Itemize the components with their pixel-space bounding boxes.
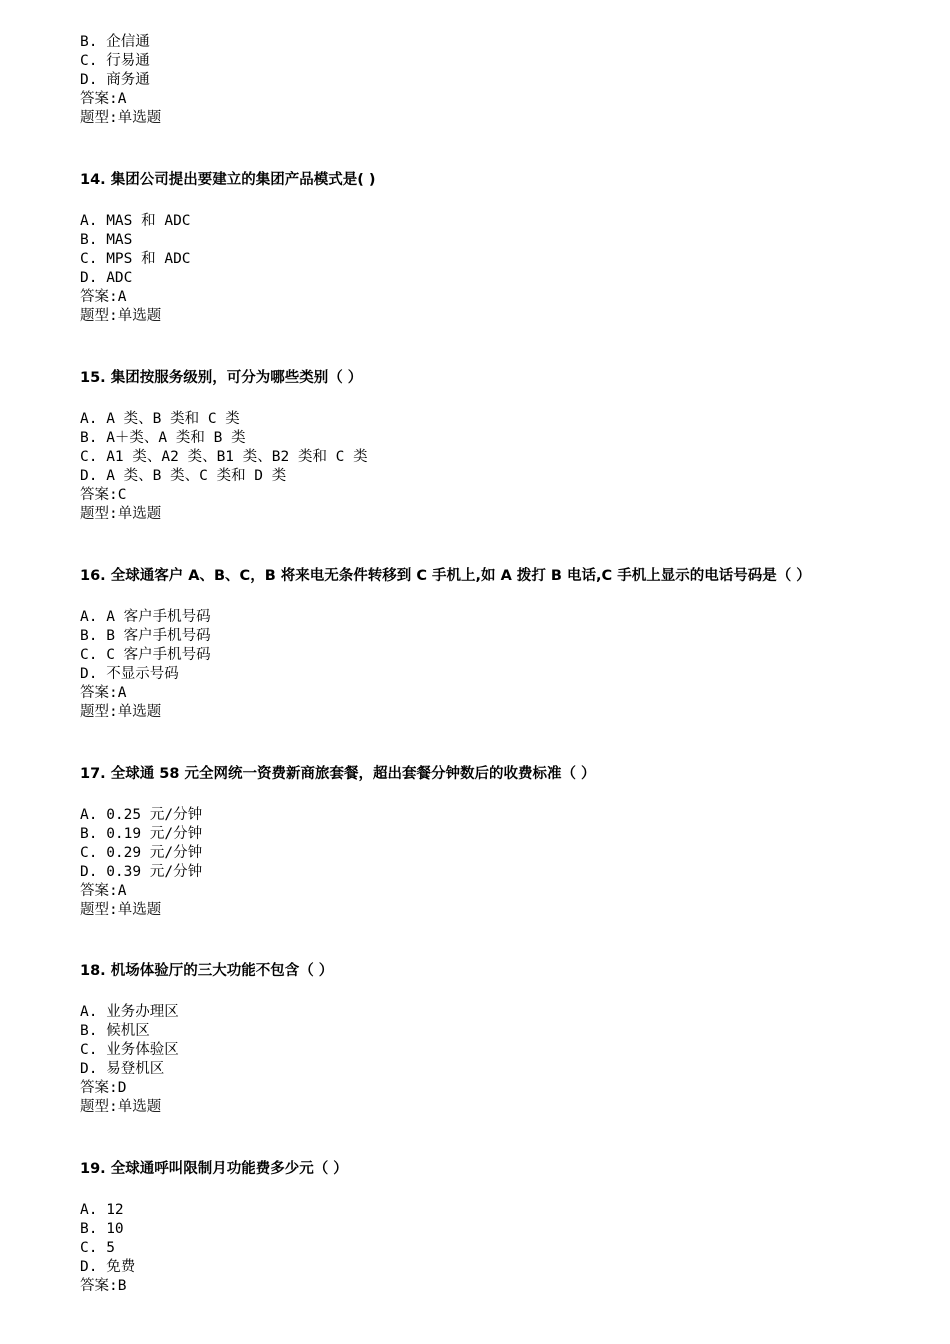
answer: 答案:C — [80, 487, 127, 503]
question-title: 19. 全球通呼叫限制月功能费多少元（ ） — [80, 1161, 348, 1177]
answer: 答案:A — [80, 685, 127, 701]
option-d: D. 易登机区 — [80, 1061, 165, 1077]
answer: 答案:A — [80, 289, 127, 305]
option-c: C. 业务体验区 — [80, 1042, 179, 1058]
option-a: A. 12 — [80, 1202, 124, 1218]
question-title: 18. 机场体验厅的三大功能不包含（ ） — [80, 963, 334, 979]
option-b: B. 候机区 — [80, 1023, 150, 1039]
question-title: 17. 全球通 58 元全网统一资费新商旅套餐，超出套餐分钟数后的收费标准（ ） — [80, 766, 596, 782]
option-c: C. A1 类、A2 类、B1 类、B2 类和 C 类 — [80, 449, 368, 465]
option-b: B. MAS — [80, 232, 133, 248]
question-title: 16. 全球通客户 A、B、C，B 将来电无条件转移到 C 手机上,如 A 拨打 B 电话,C 手机上显示的电话号码是（ ） — [80, 568, 811, 584]
answer: 答案:A — [80, 91, 127, 107]
answer: 答案:A — [80, 883, 127, 899]
option-b: B. 企信通 — [80, 34, 150, 50]
option-d: D. A 类、B 类、C 类和 D 类 — [80, 468, 287, 484]
option-d: D. 商务通 — [80, 72, 150, 88]
question-type: 题型:单选题 — [80, 308, 162, 324]
question-title: 14. 集团公司提出要建立的集团产品模式是( ) — [80, 172, 376, 188]
option-a: A. 业务办理区 — [80, 1004, 179, 1020]
option-b: B. 10 — [80, 1221, 124, 1237]
option-b: B. A＋类、A 类和 B 类 — [80, 430, 246, 446]
question-type: 题型:单选题 — [80, 110, 162, 126]
question-type: 题型:单选题 — [80, 704, 162, 720]
option-c: C. C 客户手机号码 — [80, 647, 211, 663]
option-d: D. ADC — [80, 270, 133, 286]
option-c: C. 0.29 元/分钟 — [80, 845, 203, 861]
question-type: 题型:单选题 — [80, 506, 162, 522]
option-c: C. MPS 和 ADC — [80, 251, 191, 267]
option-d: D. 免费 — [80, 1259, 136, 1275]
option-a: A. 0.25 元/分钟 — [80, 807, 203, 823]
question-type: 题型:单选题 — [80, 1099, 162, 1115]
option-d: D. 0.39 元/分钟 — [80, 864, 203, 880]
option-d: D. 不显示号码 — [80, 666, 179, 682]
option-a: A. A 类、B 类和 C 类 — [80, 411, 240, 427]
option-c: C. 5 — [80, 1240, 115, 1256]
question-title: 15. 集团按服务级别，可分为哪些类别（ ） — [80, 370, 363, 386]
question-type: 题型:单选题 — [80, 902, 162, 918]
option-c: C. 行易通 — [80, 53, 150, 69]
option-b: B. B 客户手机号码 — [80, 628, 211, 644]
option-a: A. A 客户手机号码 — [80, 609, 211, 625]
answer: 答案:B — [80, 1278, 127, 1294]
option-a: A. MAS 和 ADC — [80, 213, 191, 229]
option-b: B. 0.19 元/分钟 — [80, 826, 203, 842]
answer: 答案:D — [80, 1080, 127, 1096]
